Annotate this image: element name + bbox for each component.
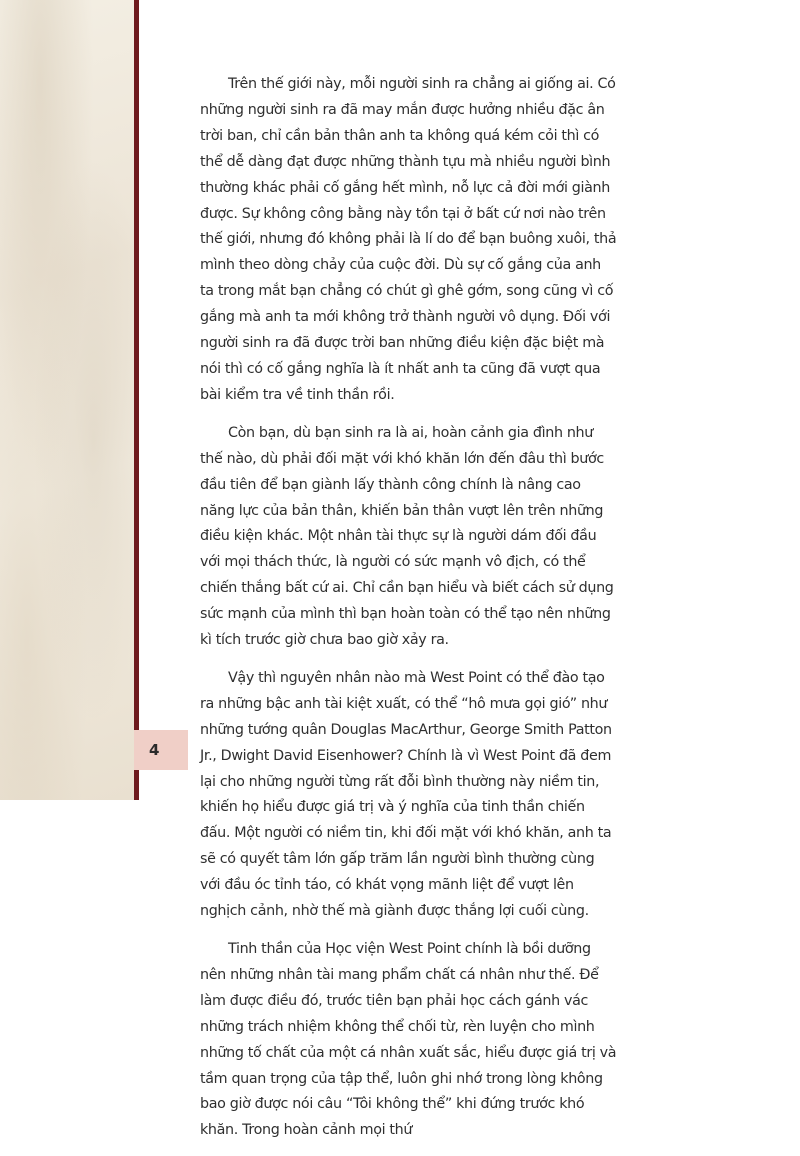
spine-line — [134, 0, 139, 800]
paper-texture — [0, 0, 134, 800]
paragraph-3: Vậy thì nguyên nhân nào mà West Point có thể đào tạo ra những bậc anh tài kiệt xuất, có thể “hô mưa gọi gió” như những tướng quân Douglas MacArthur, George Smith Patton Jr., Dwight David Eisenhower? Chính là vì West Point đã đem lại cho những người từng rất đỗi bình thường này niềm tin, khiến họ hiểu được giá trị và ý nghĩa của tinh thần chiến đấu. Một người có niềm tin, khi đối mặt với khó khăn, anh ta sẽ có quyết tâm lớn gấp trăm lần người bình thường cùng với đầu óc tỉnh táo, có khát vọng mãnh liệt để vượt lên nghịch cảnh, nhờ thế mà giành được thắng lợi cuối cùng. — [200, 669, 612, 920]
paragraph-1: Trên thế giới này, mỗi người sinh ra chẳng ai giống ai. Có những người sinh ra đã may mắn được hưởng nhiều đặc ân trời ban, chỉ cần bản thân anh ta không quá kém cỏi thì có thể dễ dàng đạt được những thành tựu mà nhiều người bình thường khác phải cố gắng hết mình, nỗ lực cả đời mới giành được. Sự không công bằng này tồn tại ở bất cứ nơi nào trên thế giới, nhưng đó không phải là lí do để bạn buông xuôi, thả mình theo dòng chảy của cuộc đời. Dù sự cố gắng của anh ta trong mắt bạn chẳng có chút gì ghê gớm, song cũng vì cố gắng mà anh ta mới không trở thành người vô dụng. Đối với người sinh ra đã được trời ban những điều kiện đặc biệt mà nói thì có cố gắng nghĩa là ít nhất anh ta cũng đã vượt qua bài kiểm tra về tinh thần rồi. — [200, 76, 617, 403]
paragraph-4: Tinh thần của Học viện West Point chính là bồi dưỡng nên những nhân tài mang phẩm chất cá nhân như thế. Để làm được điều đó, trước tiên bạn phải học cách gánh vác những trách nhiệm không thể chối từ, rèn luyện cho mình những tố chất của một cá nhân xuất sắc, hiểu được giá trị và tầm quan trọng của tập thể, luôn ghi nhớ trong lòng không bao giờ được nói câu “Tôi không thể” khi đứng trước khó khăn. Trong hoàn cảnh mọi thứ — [200, 941, 617, 1139]
page-number: 4 — [149, 741, 160, 759]
paragraph-2: Còn bạn, dù bạn sinh ra là ai, hoàn cảnh gia đình như thế nào, dù phải đối mặt với khó khăn lớn đến đâu thì bước đầu tiên để bạn giành lấy thành công chính là nâng cao năng lực của bản thân, khiến bản thân vượt lên trên những điều kiện khác. Một nhân tài thực sự là người dám đối đầu với mọi thách thức, là người có sức mạnh vô địch, có thể chiến thắng bất cứ ai. Chỉ cần bạn hiểu và biết cách sử dụng sức mạnh của mình thì bạn hoàn toàn có thể tạo nên những kì tích trước giờ chưa bao giờ xảy ra. — [200, 424, 614, 649]
page-number-tab — [134, 730, 188, 770]
body-text — [200, 72, 618, 1156]
left-margin-paper — [0, 0, 134, 800]
